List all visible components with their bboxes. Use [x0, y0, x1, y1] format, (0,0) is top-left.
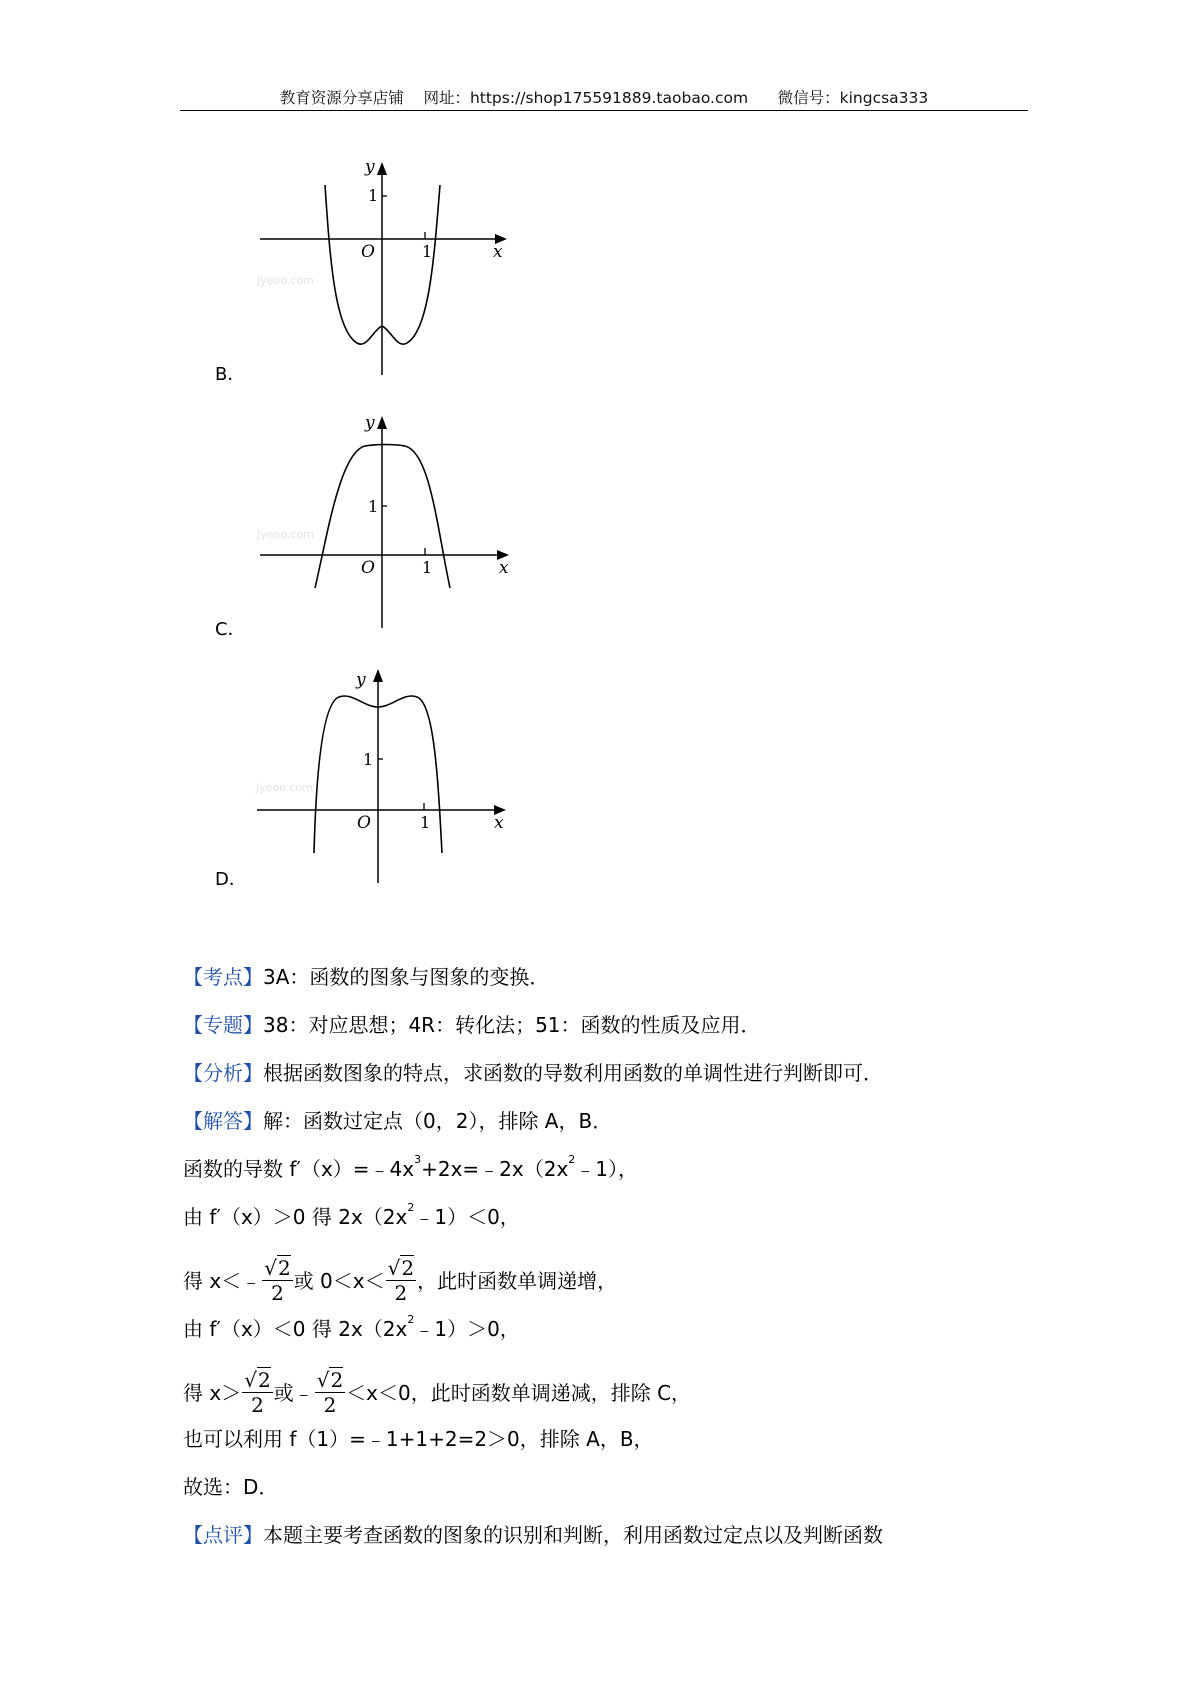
origin-label: O: [361, 558, 375, 578]
interval-text-a: 得 x＞: [183, 1381, 242, 1405]
graph-option-c: [255, 412, 515, 632]
zhuanti-tag: 【专题】: [183, 1013, 263, 1037]
radicand: 2: [277, 1256, 291, 1280]
option-b-label: B．: [215, 364, 246, 385]
exponent: 3: [414, 1153, 422, 1166]
radicand: 2: [330, 1368, 344, 1392]
zhuanti-text: 38：对应思想；4R：转化法；51：函数的性质及应用．: [263, 1013, 761, 1037]
increasing-condition-line: [183, 1201, 520, 1229]
sqrt2-over-2-fraction: [315, 1368, 345, 1417]
derivative-line: [183, 1153, 639, 1181]
answer-text: 故选：D．: [183, 1475, 279, 1499]
y-tick-label: 1: [368, 497, 379, 516]
exponent: 2: [568, 1153, 576, 1166]
answer-line: [183, 1475, 278, 1499]
fenxi-text: 根据函数图象的特点，求函数的导数利用函数的单调性进行判断即可．: [263, 1061, 883, 1085]
y-axis-arrow: [377, 416, 387, 429]
alternative-check-text: 也可以利用 f（1）=﹣1+1+2=2＞0，排除 A，B，: [183, 1427, 654, 1451]
derivative-text-b: +2x=﹣2x（2x: [421, 1157, 569, 1181]
kaodian-tag: 【考点】: [183, 965, 263, 989]
dianping-line: [183, 1523, 883, 1547]
derivative-text-a: 函数的导数 f′（x）=﹣4x: [183, 1157, 415, 1181]
graph-option-b: [255, 157, 515, 380]
graph-watermark: Jyeoo.com: [256, 781, 313, 794]
fenxi-line: [183, 1061, 883, 1085]
condition-text-b: ﹣1）＜0，: [414, 1205, 520, 1229]
denominator: 2: [323, 1393, 337, 1417]
jieda-line: [183, 1109, 612, 1133]
interval-text-b: ，此时函数单调递增，: [417, 1269, 618, 1293]
option-d-label: D．: [215, 869, 247, 890]
sqrt2-over-2-fraction: [262, 1256, 292, 1305]
graph-option-d: [252, 667, 512, 887]
sqrt2-over-2-fraction: [242, 1368, 272, 1417]
graph-watermark: Jyeoo.com: [257, 274, 314, 287]
radicand: 2: [401, 1256, 415, 1280]
dianping-text: 本题主要考查函数的图象的识别和判断，利用函数过定点以及判断函数: [263, 1523, 883, 1547]
fenxi-tag: 【分析】: [183, 1061, 263, 1085]
sqrt-symbol: √: [244, 1368, 257, 1392]
dianping-tag: 【点评】: [183, 1523, 263, 1547]
sqrt2-over-2-fraction: [386, 1256, 416, 1305]
radicand: 2: [257, 1368, 271, 1392]
header-rule: [180, 110, 1028, 111]
interval-text-or: 或 0＜x＜: [293, 1269, 385, 1293]
alternative-check-line: [183, 1427, 654, 1451]
origin-label: O: [357, 813, 371, 833]
x-axis-label: x: [494, 813, 504, 833]
y-axis-label: y: [356, 670, 366, 690]
interval-text-or: 或﹣: [273, 1381, 314, 1405]
exponent: 2: [407, 1201, 415, 1214]
sqrt-symbol: √: [316, 1368, 330, 1392]
denominator: 2: [251, 1393, 264, 1417]
graph-watermark: Jyeoo.com: [257, 528, 314, 541]
condition-text-a: 由 f′（x）＞0 得 2x（2x: [183, 1205, 408, 1229]
page-header: 教育资源分享店铺 网址：https://shop175591889.taobao.com 微信号：kingcsa333: [279, 89, 929, 107]
y-axis-label: y: [365, 157, 375, 177]
denominator: 2: [394, 1281, 408, 1305]
x-tick-label: 1: [420, 813, 431, 832]
increasing-interval-line: [183, 1258, 617, 1307]
x-axis-label: x: [493, 242, 503, 262]
condition-text-b: ﹣1）＞0，: [414, 1317, 520, 1341]
decreasing-condition-line: [183, 1313, 520, 1341]
y-axis-arrow: [373, 669, 383, 682]
sqrt-symbol: √: [387, 1256, 401, 1280]
condition-text-a: 由 f′（x）＜0 得 2x（2x: [183, 1317, 408, 1341]
kaodian-line: [183, 965, 549, 989]
denominator: 2: [271, 1281, 284, 1305]
interval-text-a: 得 x＜﹣: [183, 1269, 262, 1293]
decreasing-interval-line: [183, 1370, 691, 1419]
jieda-text: 解：函数过定点（0，2），排除 A，B．: [263, 1109, 613, 1133]
y-axis-arrow: [377, 162, 387, 175]
kaodian-text: 3A：函数的图象与图象的变换．: [263, 965, 550, 989]
x-tick-label: 1: [422, 558, 433, 577]
sqrt-symbol: √: [264, 1256, 277, 1280]
option-c-label: C．: [215, 619, 246, 640]
origin-label: O: [361, 242, 375, 262]
jieda-tag: 【解答】: [183, 1109, 263, 1133]
derivative-text-c: ﹣1），: [575, 1157, 639, 1181]
zhuanti-line: [183, 1013, 761, 1037]
interval-text-b: ＜x＜0，此时函数单调递减，排除 C，: [346, 1381, 692, 1405]
x-axis-label: x: [499, 558, 509, 578]
exponent: 2: [407, 1313, 415, 1326]
y-axis-label: y: [365, 413, 375, 433]
y-tick-label: 1: [363, 750, 374, 769]
x-tick-label: 1: [422, 242, 433, 261]
y-tick-label: 1: [368, 186, 379, 205]
